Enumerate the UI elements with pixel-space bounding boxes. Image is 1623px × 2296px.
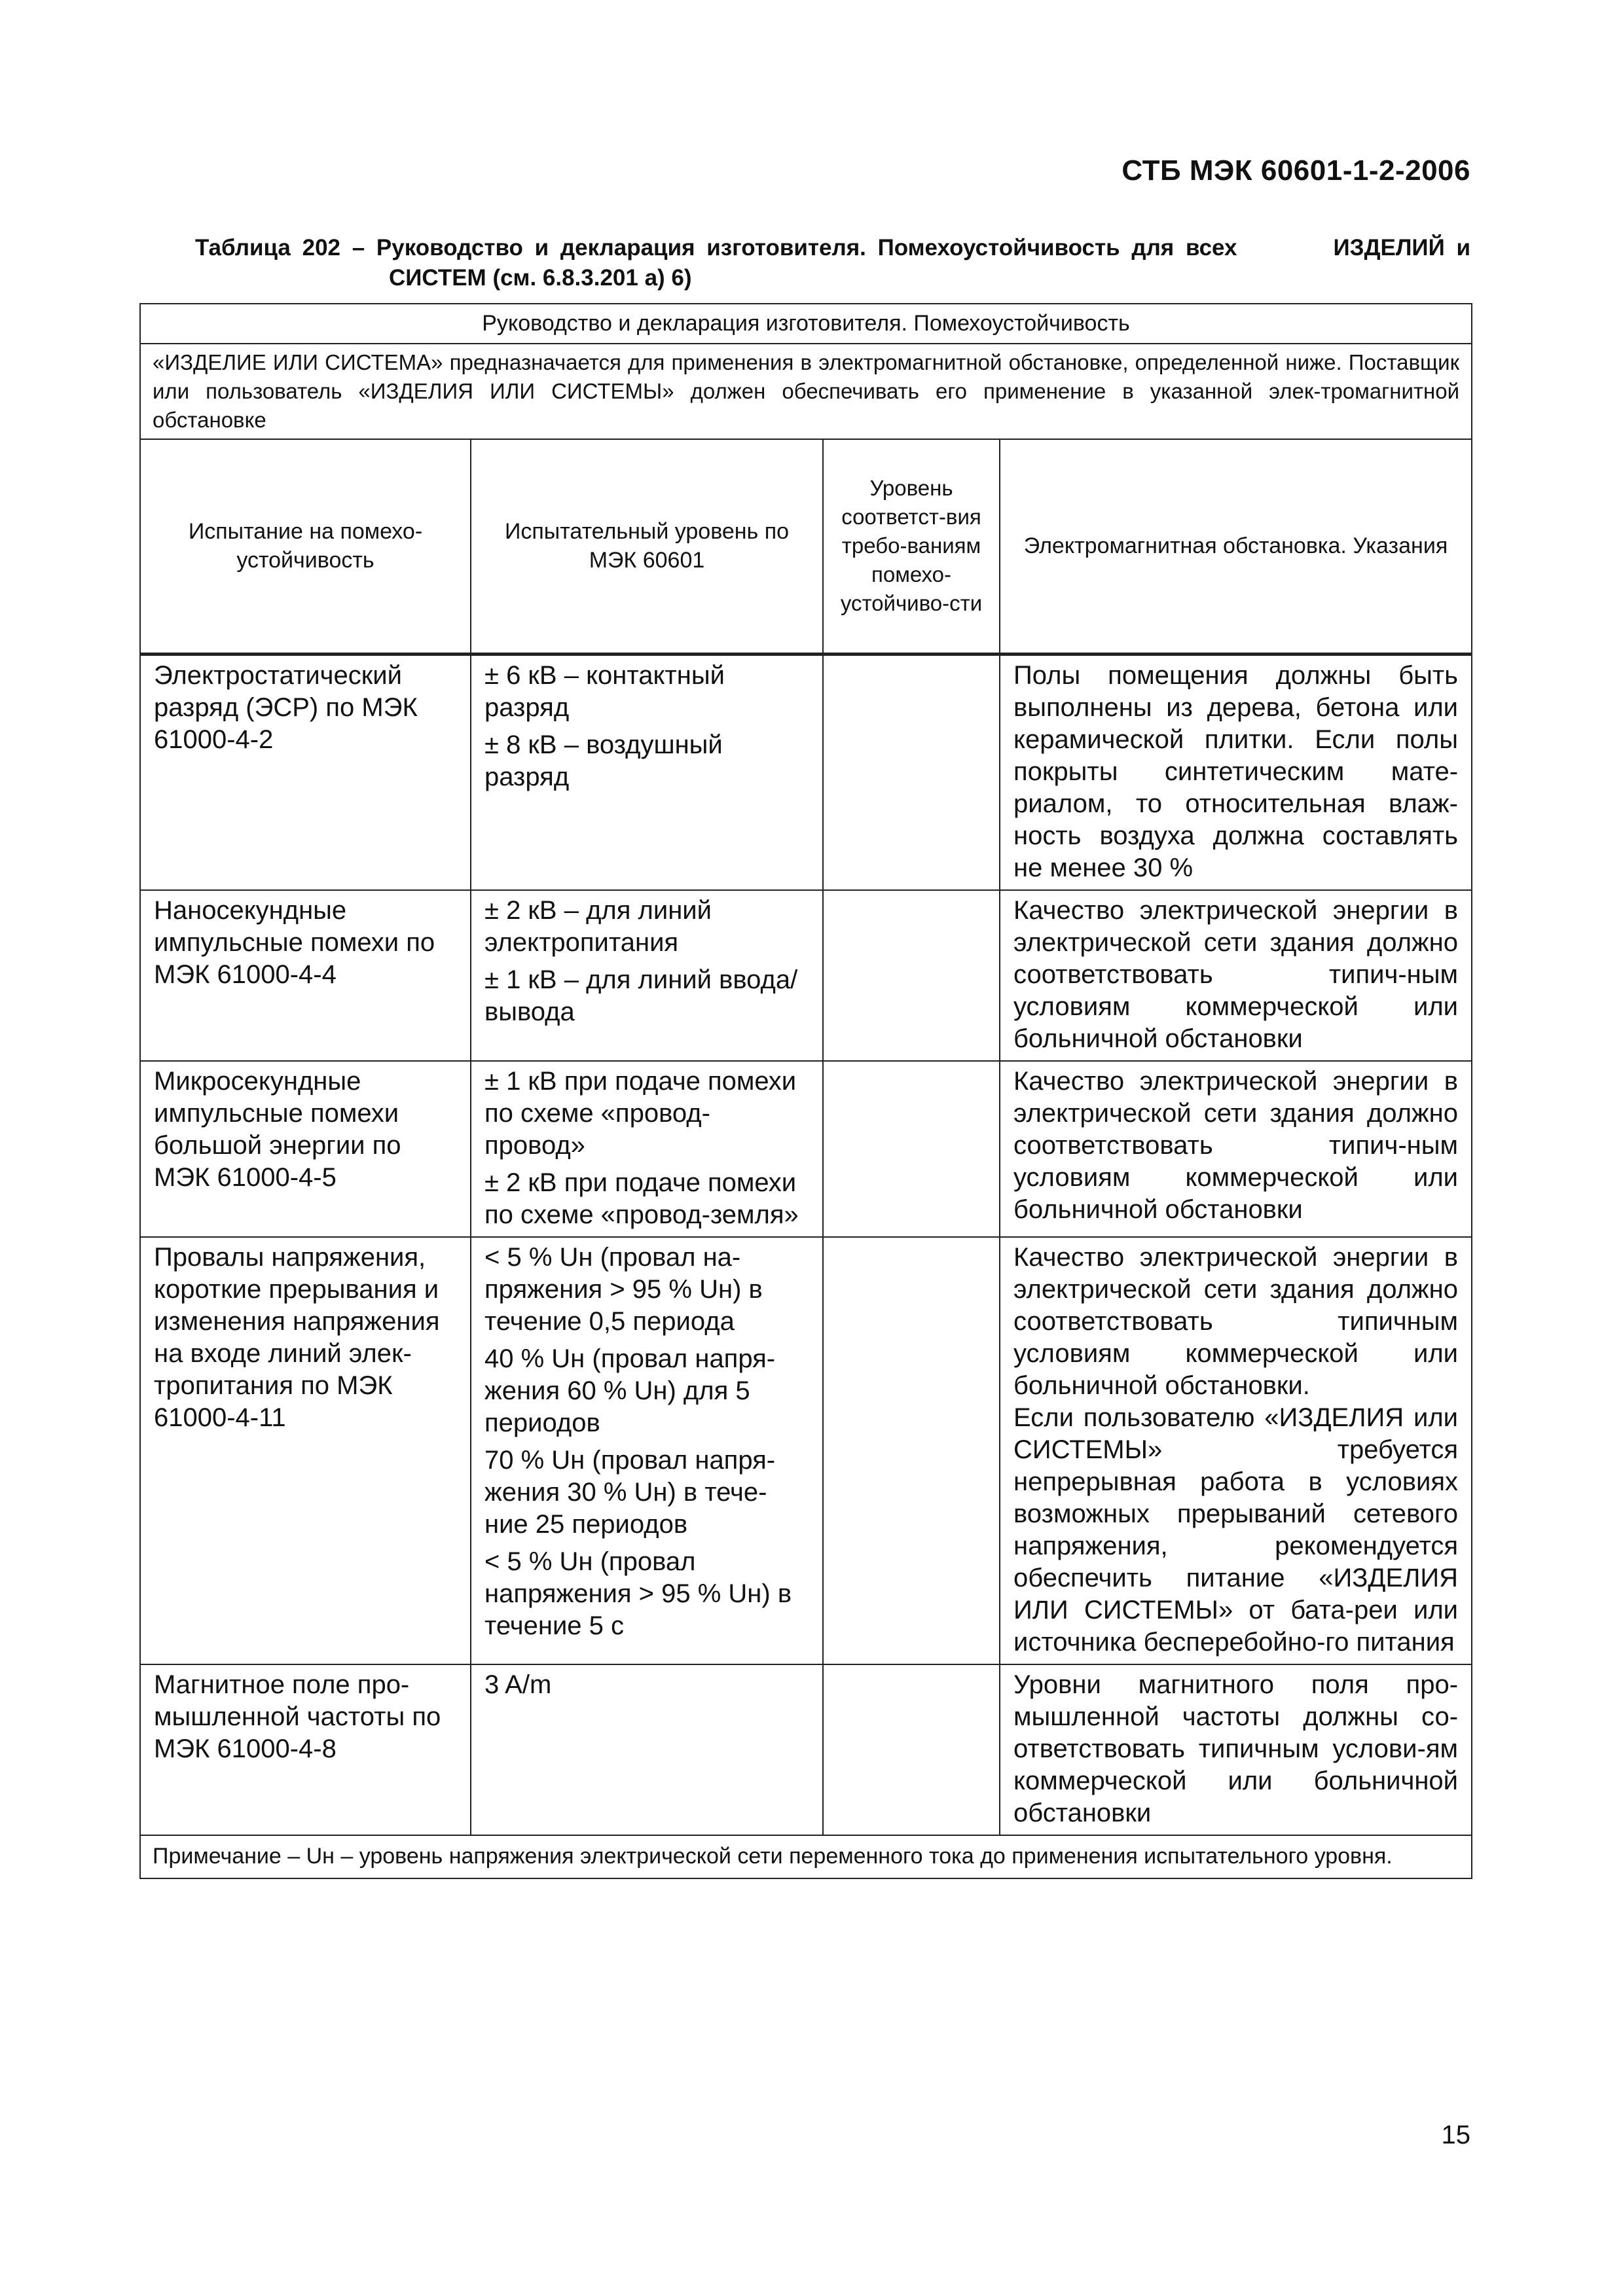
environment-guidance bbox=[1000, 1237, 1472, 1664]
test-name: Микросекундные импульсные помехи большой энергии по МЭК 61000-4-5 bbox=[140, 1061, 471, 1237]
table-title: Руководство и декларация изготовителя. Помехоустойчивость bbox=[140, 304, 1472, 344]
test-level bbox=[471, 654, 823, 890]
environment-guidance bbox=[1000, 654, 1472, 890]
test-level-item: < 5 % Uн (провал на-пряжения > 95 % Uн) в течение 0,5 периода bbox=[484, 1242, 763, 1336]
caption-line-1 bbox=[195, 233, 1470, 263]
test-level-item: ± 2 кВ – для линий электропитания bbox=[484, 895, 712, 957]
test-name: Провалы напряжения, короткие прерывания и изменения напряжения на входе линий элек-тропитания по МЭК 61000-4-11 bbox=[140, 1237, 471, 1664]
test-name: Электростатический разряд (ЭСР) по МЭК 61000-4-2 bbox=[140, 654, 471, 890]
table-intro-row bbox=[140, 344, 1472, 439]
page-number: 15 bbox=[1441, 2121, 1470, 2149]
environment-guidance bbox=[1000, 1061, 1472, 1237]
test-name: Наносекундные импульсные помехи по МЭК 61000-4-4 bbox=[140, 890, 471, 1061]
test-level bbox=[471, 890, 823, 1061]
header-test: Испытание на помехо-устойчивость bbox=[140, 439, 471, 654]
test-level-item: 70 % Uн (провал напря-жения 30 % Uн) в тече-ние 25 периодов bbox=[484, 1445, 776, 1539]
test-level bbox=[471, 1237, 823, 1664]
document-header: СТБ МЭК 60601-1-2-2006 bbox=[1122, 154, 1470, 187]
test-level bbox=[471, 1664, 823, 1835]
test-name: Магнитное поле про-мышленной частоты по МЭК 61000-4-8 bbox=[140, 1664, 471, 1835]
table-intro: «ИЗДЕЛИЕ ИЛИ СИСТЕМА» предназначается для применения в электромагнитной обстановке, определенной ниже. Поставщик или пользователь «ИЗДЕЛИЯ ИЛИ СИСТЕМЫ» должен обеспечивать его применение в указанной элек-тромагнитной обстановке bbox=[140, 344, 1472, 439]
header-test-level: Испытательный уровень по МЭК 60601 bbox=[471, 439, 823, 654]
compliance-level bbox=[823, 1237, 1000, 1664]
test-level-item: ± 6 кВ – контактный разряд bbox=[484, 660, 725, 722]
table-row bbox=[140, 1237, 1472, 1664]
test-level-item: ± 1 кВ – для линий ввода/вывода bbox=[484, 965, 798, 1026]
table-row bbox=[140, 1664, 1472, 1835]
caption-line-1-left: Таблица 202 – Руководство и декларация изготовителя. Помехоустойчивость для всех bbox=[195, 235, 1237, 260]
test-level-item: 3 A/m bbox=[484, 1670, 552, 1699]
environment-paragraph: Качество электрической энергии в электрической сети здания должно соответствовать типич-ным условиям коммерческой или больничной обстановки bbox=[1013, 1066, 1459, 1224]
environment-paragraph: Качество электрической энергии в электрической сети здания должно соответствовать типичным условиям коммерческой или больничной обстановки. bbox=[1013, 1242, 1459, 1400]
immunity-table bbox=[139, 303, 1472, 1879]
test-level-item: ± 1 кВ при подаче помехи по схеме «провод-провод» bbox=[484, 1066, 797, 1160]
environment-guidance bbox=[1000, 890, 1472, 1061]
test-level-item: < 5 % Uн (провал напряжения > 95 % Uн) в течение 5 с bbox=[484, 1547, 792, 1640]
table-note-row bbox=[140, 1835, 1472, 1878]
compliance-level bbox=[823, 654, 1000, 890]
table-title-row bbox=[140, 304, 1472, 344]
table-header-row bbox=[140, 439, 1472, 654]
environment-paragraph: Если пользователю «ИЗДЕЛИЯ или СИСТЕМЫ» требуется непрерывная работа в условиях возможных прерываний сетевого напряжения, рекомендуется обеспечить питание «ИЗДЕЛИЯ ИЛИ СИСТЕМЫ» от бата-реи или источника бесперебойно-го питания bbox=[1013, 1403, 1459, 1657]
test-level bbox=[471, 1061, 823, 1237]
compliance-level bbox=[823, 1061, 1000, 1237]
environment-guidance bbox=[1000, 1664, 1472, 1835]
table-row bbox=[140, 890, 1472, 1061]
compliance-level bbox=[823, 890, 1000, 1061]
table-row bbox=[140, 1061, 1472, 1237]
environment-paragraph: Качество электрической энергии в электрической сети здания должно соответствовать типич-ным условиям коммерческой или больничной обстановки bbox=[1013, 895, 1459, 1053]
table-row bbox=[140, 654, 1472, 890]
caption-line-2: СИСТЕМ (см. 6.8.3.201 а) 6) bbox=[389, 265, 692, 291]
caption-line-1-right: ИЗДЕЛИЙ и bbox=[1333, 235, 1470, 260]
environment-paragraph: Полы помещения должны быть выполнены из дерева, бетона или керамической плитки. Если полы покрыты синтетическим мате-риалом, то относительная влаж-ность воздуха должна составлять не менее 30 % bbox=[1013, 660, 1459, 882]
test-level-item: ± 2 кВ при подаче помехи по схеме «провод-земля» bbox=[484, 1168, 799, 1229]
header-environment: Электромагнитная обстановка. Указания bbox=[1000, 439, 1472, 654]
test-level-item: ± 8 кВ – воздушный разряд bbox=[484, 730, 723, 791]
table-caption bbox=[195, 233, 1470, 293]
table-note: Примечание – Uн – уровень напряжения электрической сети переменного тока до применения испытательного уровня. bbox=[140, 1835, 1472, 1878]
header-compliance-level: Уровень соответст-вия требо-ваниям помехо-устойчиво-сти bbox=[823, 439, 1000, 654]
environment-paragraph: Уровни магнитного поля про-мышленной частоты должны со-ответствовать типичным услови-ям коммерческой или больничной обстановки bbox=[1013, 1670, 1459, 1827]
test-level-item: 40 % Uн (провал напря-жения 60 % Uн) для 5 периодов bbox=[484, 1344, 776, 1437]
compliance-level bbox=[823, 1664, 1000, 1835]
